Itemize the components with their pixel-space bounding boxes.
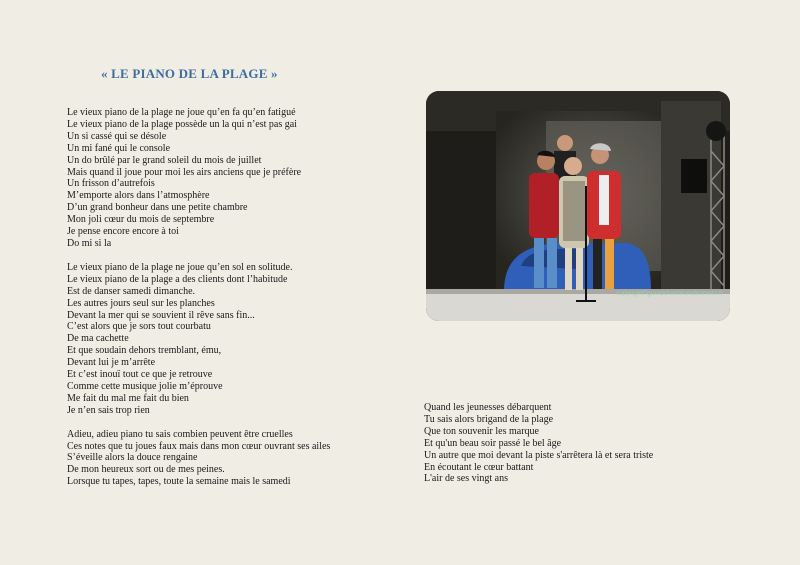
lyric-line: Un do brûlé par le grand soleil du mois de juillet (67, 154, 262, 166)
stanza-4 (424, 402, 764, 485)
lyric-line: Lorsque tu tapes, tapes, toute la semaine mais le samedi (67, 476, 291, 488)
stanza-3 (67, 429, 407, 489)
lyric-line: Que ton souvenir les marque (424, 425, 539, 437)
lyric-line: De ma cachette (67, 333, 129, 345)
lyric-line: L'air de ses vingt ans (424, 473, 509, 485)
lyric-line: Devant lui je m’arrête (67, 357, 156, 369)
lyric-line: D’un grand bonheur dans une petite chambre (67, 202, 248, 214)
lyric-line: C’est alors que je sors tout courbatu (67, 321, 211, 333)
lyric-line: De mon heureux sort ou de mes peines. (67, 464, 225, 476)
lyric-line: Le vieux piano de la plage ne joue qu’en sol en solitude. (67, 261, 293, 273)
lyric-line: M’emporte alors dans l’atmosphère (67, 190, 210, 202)
lyric-line: Devant la mer qui se souvient il rêve sans fin... (67, 309, 255, 321)
lyric-line: Et qu'un beau soir passé le bel âge (424, 437, 562, 449)
lyric-line: Mais quand il joue pour moi les airs anciens que je préfère (67, 166, 302, 178)
lyric-line: Et que soudain dehors tremblant, ému, (67, 345, 222, 357)
singers-photo (426, 91, 730, 321)
lyric-line: Do mi si la (67, 237, 112, 249)
lyric-line: Un si cassé qui se désole (67, 130, 167, 142)
lyric-line: Le vieux piano de la plage a des clients dont l’habitude (67, 273, 288, 285)
stanza-1 (67, 107, 407, 250)
lyric-line: Un mi fané qui le console (67, 142, 171, 154)
lyric-line: Et c’est inouï tout ce que je retrouve (67, 369, 213, 381)
lyric-line: Le vieux piano de la plage possède un la qui n’est pas gai (67, 118, 297, 130)
photo-watermark: copyright©grandchanteursdesmers.fr (615, 290, 723, 297)
lyric-line: Me fait du mal me fait du bien (67, 392, 189, 404)
lyric-line: Un autre que moi devant la piste s'arrêtera là et sera triste (424, 449, 654, 461)
lyric-line: Quand les jeunesses débarquent (424, 402, 552, 413)
lyrics-left-column (67, 107, 407, 500)
lyric-line: Un frisson d’autrefois (67, 178, 155, 190)
page-title: « LE PIANO DE LA PLAGE » (101, 66, 278, 81)
lyric-line: S’éveille alors la douce rengaine (67, 452, 198, 464)
lyric-line: Les autres jours seul sur les planches (67, 297, 215, 309)
lyric-line: Adieu, adieu piano tu sais combien peuvent être cruelles (67, 428, 293, 440)
lyric-line: Est de danser samedi dimanche. (67, 285, 196, 297)
lyrics-right-column (424, 402, 764, 497)
lyric-line: Tu sais alors brigand de la plage (424, 413, 554, 425)
lyric-line: Je pense encore encore à toi (67, 226, 179, 238)
stanza-2 (67, 262, 407, 417)
lyric-line: Je n’en sais trop rien (67, 404, 150, 416)
photo-singers-on-stage-icon (426, 91, 730, 321)
lyric-line: Comme cette musique jolie m’éprouve (67, 380, 223, 392)
lyric-line: Le vieux piano de la plage ne joue qu’en fa qu’en fatigué (67, 107, 296, 118)
lyric-line: En écoutant le cœur battant (424, 461, 534, 473)
lyric-line: Ces notes que tu joues faux mais dans mon cœur ouvrant ses ailes (67, 440, 331, 452)
lyric-line: Mon joli cœur du mois de septembre (67, 214, 215, 226)
